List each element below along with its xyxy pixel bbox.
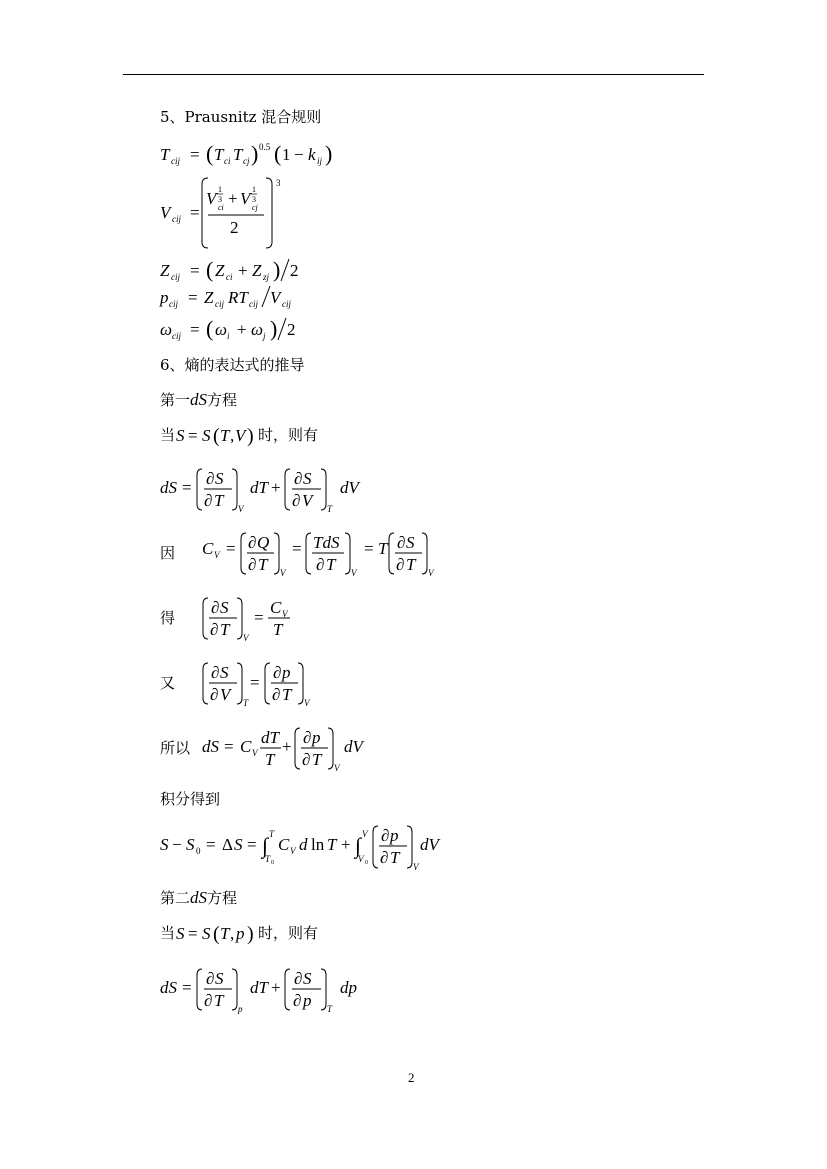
svg-text:∂: ∂ <box>381 826 390 845</box>
svg-text:3: 3 <box>276 178 281 188</box>
shi-zeyou-label-2: 时，则有 <box>258 924 319 942</box>
svg-text:2: 2 <box>290 261 299 280</box>
svg-text:T: T <box>243 698 249 708</box>
svg-text:∂: ∂ <box>206 469 215 488</box>
second-ds-equation-title <box>160 889 237 906</box>
svg-text:V: V <box>362 829 368 839</box>
svg-text:=: = <box>226 539 236 558</box>
svg-text:cij: cij <box>282 299 291 309</box>
svg-text:j: j <box>263 331 266 341</box>
svg-text:3: 3 <box>252 195 256 204</box>
svg-text:V: V <box>428 568 434 578</box>
svg-text:cij: cij <box>169 299 178 309</box>
svg-text:∂: ∂ <box>211 663 220 682</box>
svg-text:1: 1 <box>218 185 222 194</box>
svg-text:V: V <box>302 491 313 510</box>
svg-text:V: V <box>413 862 419 872</box>
svg-text:C: C <box>278 835 290 854</box>
svg-text:p: p <box>160 288 169 307</box>
svg-text:TdS: TdS <box>313 533 340 552</box>
svg-text:=: = <box>254 608 264 627</box>
svg-text:∂: ∂ <box>273 663 282 682</box>
svg-text:d: d <box>299 835 308 854</box>
section-6-heading: 6、熵的表达式的推导 <box>160 356 305 374</box>
svg-text:Δ: Δ <box>222 835 233 854</box>
svg-text:cij: cij <box>171 272 180 282</box>
svg-text:0: 0 <box>365 860 368 866</box>
svg-text:S: S <box>303 469 312 488</box>
svg-text:S: S <box>215 469 224 488</box>
svg-text:(: ( <box>274 141 282 166</box>
svg-text:V: V <box>238 504 244 514</box>
svg-text:ci: ci <box>224 156 231 166</box>
svg-text:V: V <box>243 633 249 643</box>
svg-text:(: ( <box>213 425 220 447</box>
svg-text:∂: ∂ <box>303 728 312 747</box>
svg-text:+: + <box>282 737 292 756</box>
svg-text:0: 0 <box>196 846 201 856</box>
you-label: 又 <box>160 674 176 692</box>
svg-text:ij: ij <box>317 156 323 166</box>
svg-text:cij: cij <box>172 214 181 224</box>
svg-text:V: V <box>282 609 288 619</box>
svg-text:Z: Z <box>252 261 262 280</box>
svg-text:T: T <box>326 555 336 574</box>
svg-text:V: V <box>351 568 357 578</box>
svg-text:∫: ∫ <box>262 833 269 858</box>
svg-text:∂: ∂ <box>210 620 219 639</box>
svg-text:2: 2 <box>287 320 296 339</box>
svg-text:S: S <box>176 924 185 943</box>
svg-text:=: = <box>224 737 234 756</box>
svg-text:S: S <box>186 835 195 854</box>
svg-text:1: 1 <box>252 185 256 194</box>
svg-text:T: T <box>258 555 268 574</box>
svg-text:Z: Z <box>160 261 170 280</box>
svg-text:0.5: 0.5 <box>259 142 271 152</box>
svg-text:S: S <box>406 533 415 552</box>
svg-text:dV: dV <box>344 737 363 756</box>
svg-text:ω: ω <box>215 320 228 339</box>
svg-text:1: 1 <box>282 145 291 164</box>
svg-text:(: ( <box>206 257 214 282</box>
svg-text:T: T <box>214 491 224 510</box>
svg-text:T: T <box>327 1004 333 1014</box>
svg-text:=: = <box>250 673 260 692</box>
svg-text:zj: zj <box>263 272 270 282</box>
svg-text:T: T <box>220 426 230 445</box>
svg-text:V: V <box>304 698 310 708</box>
svg-text:p: p <box>282 663 291 682</box>
dang-label: 当 <box>160 426 176 444</box>
first-ds-equation-title <box>160 391 237 408</box>
svg-text:+: + <box>271 978 281 997</box>
svg-text:=: = <box>364 539 374 558</box>
de-label: 得 <box>160 609 176 627</box>
svg-text:∂: ∂ <box>204 991 213 1010</box>
svg-text:V: V <box>358 854 364 864</box>
svg-text:S: S <box>176 426 185 445</box>
svg-text:i: i <box>227 331 230 341</box>
svg-text:=: = <box>206 835 216 854</box>
svg-text:RT: RT <box>228 288 248 307</box>
svg-text:∫: ∫ <box>355 833 362 858</box>
svg-text:cj: cj <box>252 203 258 212</box>
svg-text:−: − <box>172 835 182 854</box>
svg-text:∂: ∂ <box>380 848 389 867</box>
svg-text:): ) <box>247 425 254 447</box>
svg-text:=: = <box>190 320 200 339</box>
svg-text:S: S <box>202 924 211 943</box>
header-rule <box>123 74 704 75</box>
svg-text:dS: dS <box>160 478 177 497</box>
svg-text:dS: dS <box>160 978 177 997</box>
svg-text:(: ( <box>206 316 214 341</box>
svg-text:=: = <box>188 288 198 307</box>
svg-text:p: p <box>312 728 321 747</box>
yin-label: 因 <box>160 544 176 562</box>
svg-text:+: + <box>237 320 247 339</box>
svg-text:ln: ln <box>311 835 325 854</box>
svg-text:T: T <box>273 620 283 639</box>
svg-text:,: , <box>230 924 235 943</box>
svg-text:0: 0 <box>271 860 274 866</box>
svg-text:,: , <box>230 426 235 445</box>
svg-text:S: S <box>220 598 229 617</box>
svg-text:=: = <box>188 924 198 943</box>
ds-symbol-2: dS <box>190 888 208 907</box>
svg-text:=: = <box>190 145 200 164</box>
svg-text:): ) <box>247 923 254 945</box>
svg-text:T: T <box>378 539 388 558</box>
svg-text:∂: ∂ <box>293 991 302 1010</box>
svg-text:cij: cij <box>249 299 258 309</box>
shi-zeyou-label: 时，则有 <box>258 426 319 444</box>
svg-text:T: T <box>160 145 170 164</box>
svg-text:T: T <box>265 750 275 769</box>
dang-label-2: 当 <box>160 924 176 942</box>
svg-text:V: V <box>220 685 231 704</box>
svg-text:p: p <box>303 991 312 1010</box>
svg-text:dS: dS <box>202 737 219 756</box>
svg-text:ω: ω <box>160 320 173 339</box>
second-label: 第二 <box>160 889 191 907</box>
svg-text:): ) <box>251 141 259 166</box>
svg-text:Q: Q <box>257 533 270 552</box>
svg-text:=: = <box>247 835 257 854</box>
svg-text:cj: cj <box>243 156 250 166</box>
ds-symbol: dS <box>190 390 208 409</box>
svg-text:ci: ci <box>218 203 224 212</box>
section-5-heading: 5、Prausnitz 混合规则 <box>160 108 322 126</box>
svg-text:V: V <box>235 426 246 445</box>
svg-text:V: V <box>290 846 296 856</box>
svg-text:∂: ∂ <box>272 685 281 704</box>
svg-text:cij: cij <box>172 331 181 341</box>
svg-text:Z: Z <box>204 288 214 307</box>
svg-text:p: p <box>238 1004 243 1014</box>
fangcheng-label-2: 方程 <box>207 889 238 907</box>
svg-text:∂: ∂ <box>302 750 311 769</box>
svg-text:V: V <box>240 189 251 208</box>
svg-text:∂: ∂ <box>210 685 219 704</box>
svg-text:∂: ∂ <box>211 598 220 617</box>
svg-text:T: T <box>406 555 416 574</box>
svg-text:=: = <box>188 426 198 445</box>
svg-text:2: 2 <box>230 218 239 237</box>
svg-text:=: = <box>182 478 192 497</box>
svg-text:∂: ∂ <box>316 555 325 574</box>
svg-text:C: C <box>270 598 282 617</box>
svg-text:dT: dT <box>250 478 268 497</box>
svg-text:+: + <box>238 261 248 280</box>
svg-text:p: p <box>390 826 399 845</box>
svg-text:V: V <box>160 203 171 222</box>
svg-text:cij: cij <box>215 299 224 309</box>
svg-text:(: ( <box>206 141 214 166</box>
svg-text:T: T <box>390 848 400 867</box>
svg-text:S: S <box>160 835 169 854</box>
svg-text:C: C <box>202 539 214 558</box>
svg-text:T: T <box>233 145 243 164</box>
svg-text:∂: ∂ <box>204 491 213 510</box>
svg-text:dV: dV <box>420 835 439 854</box>
svg-text:V: V <box>206 189 217 208</box>
svg-text:T: T <box>269 829 275 839</box>
svg-text:T: T <box>265 854 271 864</box>
svg-text:(: ( <box>213 923 220 945</box>
svg-text:−: − <box>294 145 304 164</box>
svg-text:3: 3 <box>218 195 222 204</box>
svg-text:T: T <box>312 750 322 769</box>
svg-text:∂: ∂ <box>396 555 405 574</box>
svg-text:=: = <box>292 539 302 558</box>
first-label: 第一 <box>160 391 191 409</box>
jifendedao-label: 积分得到 <box>160 790 221 808</box>
svg-text:=: = <box>190 203 200 222</box>
svg-text:T: T <box>327 504 333 514</box>
svg-text:+: + <box>228 189 238 208</box>
svg-text:p: p <box>236 924 245 943</box>
svg-text:dV: dV <box>340 478 359 497</box>
svg-text:T: T <box>220 620 230 639</box>
svg-text:V: V <box>252 748 258 758</box>
svg-text:∂: ∂ <box>292 491 301 510</box>
svg-text:V: V <box>214 550 220 560</box>
svg-text:T: T <box>214 145 224 164</box>
svg-text:=: = <box>182 978 192 997</box>
svg-text:V: V <box>280 568 286 578</box>
svg-text:∂: ∂ <box>294 969 303 988</box>
svg-text:dp: dp <box>340 978 357 997</box>
svg-text:+: + <box>271 478 281 497</box>
svg-text:dT: dT <box>250 978 268 997</box>
fangcheng-label: 方程 <box>207 391 238 409</box>
svg-text:S: S <box>202 426 211 445</box>
svg-text:k: k <box>308 145 316 164</box>
svg-text:∂: ∂ <box>206 969 215 988</box>
svg-text:): ) <box>325 141 333 166</box>
svg-text:∂: ∂ <box>248 555 257 574</box>
svg-text:dT: dT <box>261 728 279 747</box>
svg-text:C: C <box>240 737 252 756</box>
svg-text:S: S <box>220 663 229 682</box>
svg-text:V: V <box>334 763 340 773</box>
svg-text:+: + <box>341 835 351 854</box>
svg-text:): ) <box>273 257 281 282</box>
svg-text:S: S <box>215 969 224 988</box>
svg-text:∂: ∂ <box>248 533 257 552</box>
svg-text:T: T <box>220 924 230 943</box>
svg-text:ω: ω <box>251 320 264 339</box>
svg-text:ci: ci <box>226 272 233 282</box>
svg-text:T: T <box>214 991 224 1010</box>
svg-text:cij: cij <box>171 156 180 166</box>
svg-text:Z: Z <box>215 261 225 280</box>
page-number: 2 <box>408 1070 415 1085</box>
svg-text:T: T <box>282 685 292 704</box>
suoyi-label: 所以 <box>160 739 191 757</box>
svg-text:): ) <box>270 316 278 341</box>
svg-text:T: T <box>327 835 337 854</box>
svg-text:S: S <box>303 969 312 988</box>
svg-text:∂: ∂ <box>294 469 303 488</box>
svg-text:=: = <box>190 261 200 280</box>
svg-text:V: V <box>270 288 281 307</box>
svg-text:S: S <box>234 835 243 854</box>
svg-text:∂: ∂ <box>397 533 406 552</box>
